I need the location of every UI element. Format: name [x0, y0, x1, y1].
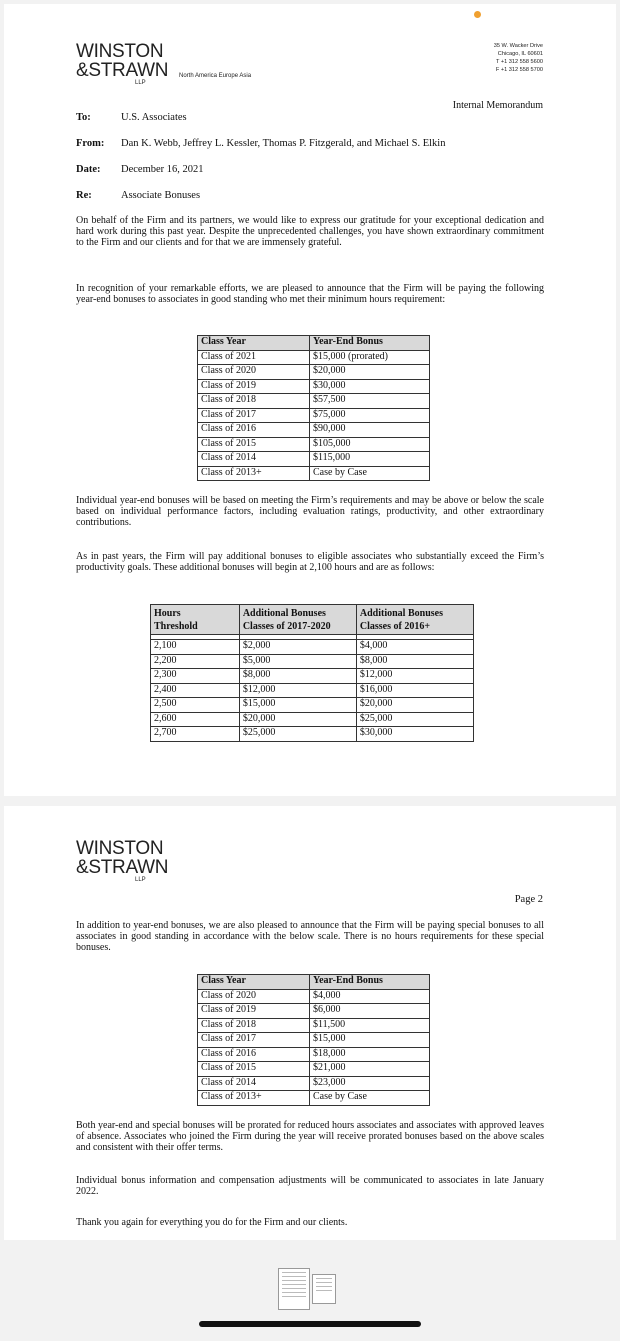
table-cell: $20,000	[310, 365, 430, 380]
table-row	[198, 1047, 430, 1062]
table-cell: Class of 2018	[198, 1018, 310, 1033]
table-row	[198, 365, 430, 380]
table-row	[151, 654, 474, 669]
memo-from: From: Dan K. Webb, Jeffrey L. Kessler, Thomas P. Fitzgerald, and Michael S. Elkin	[76, 138, 446, 149]
firm-address: 35 W. Wacker Drive Chicago, IL 60601 T +1 312 558 5600 F +1 312 558 5700	[493, 43, 543, 73]
hours-bonus-table	[150, 604, 474, 742]
table-row	[198, 1018, 430, 1033]
memo-re: Re: Associate Bonuses	[76, 190, 201, 201]
table-cell: Class of 2016	[198, 423, 310, 438]
table-row	[151, 683, 474, 698]
paragraph-additional-intro: As in past years, the Firm will pay additional bonuses to eligible associates who substantially exceed the Firm’s productivity goals. These additional bonuses will begin at 2,100 hours and are as follows:	[76, 551, 544, 574]
table-cell: 2,500	[151, 698, 240, 713]
paragraph-individual-bonuses: Individual year-end bonuses will be based on meeting the Firm’s requirements and may be above or below the scale based on individual performance factors, including evaluation ratings, productivity, and other extraordinary contributions.	[76, 495, 544, 529]
table-cell: $90,000	[310, 423, 430, 438]
table-cell: $57,500	[310, 394, 430, 409]
paragraph-special-intro: In addition to year-end bonuses, we are also pleased to announce that the Firm will be paying special bonuses to all associates in good standing in accordance with the below scale. There is no hours requirements for these special bonuses.	[76, 920, 544, 954]
table-cell: $105,000	[310, 437, 430, 452]
table-row	[198, 408, 430, 423]
table-row	[151, 640, 474, 655]
table-cell: Class of 2013+	[198, 1091, 310, 1106]
paragraph-year-end-intro: In recognition of your remarkable efforts, we are pleased to announce that the Firm will be paying the following year-end bonuses to associates in good standing who met their minimum hours requirement:	[76, 283, 544, 306]
table-cell: $20,000	[356, 698, 473, 713]
table-cell: 2,700	[151, 727, 240, 742]
table-cell: 2,300	[151, 669, 240, 684]
table-cell: $75,000	[310, 408, 430, 423]
table-row	[151, 712, 474, 727]
table-cell: $15,000 (prorated)	[310, 350, 430, 365]
table-cell: Class of 2014	[198, 1076, 310, 1091]
table-row	[198, 989, 430, 1004]
table-cell: Case by Case	[310, 1091, 430, 1106]
table-cell: $18,000	[310, 1047, 430, 1062]
memo-type: Internal Memorandum	[452, 100, 543, 111]
table-cell: $16,000	[356, 683, 473, 698]
table-row	[198, 423, 430, 438]
paragraph-communication: Individual bonus information and compensation adjustments will be communicated to associates in late January 2022.	[76, 1175, 544, 1198]
table-cell: Class of 2015	[198, 1062, 310, 1077]
table-row	[198, 452, 430, 467]
table-row	[151, 727, 474, 742]
table-cell: $2,000	[239, 640, 356, 655]
paragraph-proration: Both year-end and special bonuses will be prorated for reduced hours associates and associates with approved leaves of absence. Associates who joined the Firm during the year will receive prorated bonuses based on the above scales and consistent with their offer terms.	[76, 1120, 544, 1154]
table-row	[198, 1091, 430, 1106]
notification-dot	[474, 11, 481, 18]
table-row	[151, 669, 474, 684]
table-row	[198, 1062, 430, 1077]
page-1-thumbnail[interactable]	[278, 1268, 310, 1310]
table-cell: $30,000	[356, 727, 473, 742]
table-header-row: Class Year Year-End Bonus	[198, 336, 430, 351]
special-bonus-table	[197, 974, 430, 1106]
table-cell: $23,000	[310, 1076, 430, 1091]
table-cell: $8,000	[356, 654, 473, 669]
table-cell: Class of 2013+	[198, 466, 310, 481]
table-cell: $21,000	[310, 1062, 430, 1077]
table-cell: $15,000	[310, 1033, 430, 1048]
table-cell: Class of 2020	[198, 365, 310, 380]
table-row	[198, 1076, 430, 1091]
table-cell: Class of 2017	[198, 1033, 310, 1048]
table-row	[198, 379, 430, 394]
table-cell: $12,000	[356, 669, 473, 684]
table-cell: $25,000	[239, 727, 356, 742]
table-cell: Class of 2021	[198, 350, 310, 365]
page-2-thumbnail[interactable]	[312, 1274, 336, 1304]
table-cell: $115,000	[310, 452, 430, 467]
document-page-2	[4, 806, 616, 1240]
table-cell: $6,000	[310, 1004, 430, 1019]
table-cell: $15,000	[239, 698, 356, 713]
table-cell: Class of 2018	[198, 394, 310, 409]
page-number: Page 2	[514, 894, 543, 905]
table-cell: Class of 2019	[198, 1004, 310, 1019]
paragraph-thanks: Thank you again for everything you do for the Firm and our clients.	[76, 1217, 348, 1228]
table-cell: $4,000	[310, 989, 430, 1004]
paragraph-gratitude: On behalf of the Firm and its partners, we would like to express our gratitude for your exceptional dedication and hard work during this past year. Despite the unprecedented challenges, you have shown extraordinary commitment to the Firm and our clients and for that we are immensely grateful.	[76, 215, 544, 249]
table-cell: $25,000	[356, 712, 473, 727]
table-cell: $11,500	[310, 1018, 430, 1033]
table-row	[198, 350, 430, 365]
table-row	[198, 1004, 430, 1019]
table-cell: $4,000	[356, 640, 473, 655]
table-cell: $12,000	[239, 683, 356, 698]
table-cell: Class of 2016	[198, 1047, 310, 1062]
firm-logo: WINSTON &STRAWN LLP	[76, 41, 169, 86]
table-row	[198, 437, 430, 452]
home-indicator[interactable]	[199, 1321, 421, 1327]
table-cell: $20,000	[239, 712, 356, 727]
table-header-row: Class Year Year-End Bonus	[198, 975, 430, 990]
table-cell: 2,400	[151, 683, 240, 698]
table-row	[198, 1033, 430, 1048]
table-cell: Class of 2020	[198, 989, 310, 1004]
table-cell: 2,600	[151, 712, 240, 727]
table-cell: Case by Case	[310, 466, 430, 481]
firm-logo: WINSTON &STRAWN LLP	[76, 838, 169, 883]
firm-regions: North America Europe Asia	[179, 73, 252, 79]
table-cell: 2,100	[151, 640, 240, 655]
table-cell: $30,000	[310, 379, 430, 394]
document-page-1	[4, 4, 616, 796]
table-cell: Class of 2014	[198, 452, 310, 467]
table-row	[151, 698, 474, 713]
table-cell: Class of 2015	[198, 437, 310, 452]
table-cell: Class of 2017	[198, 408, 310, 423]
table-cell: $5,000	[239, 654, 356, 669]
table-row	[198, 466, 430, 481]
year-end-bonus-table	[197, 335, 430, 481]
table-header-row: Hours Threshold Additional Bonuses Classes of 2017-2020 Additional Bonuses Classes of 2016+	[151, 605, 474, 635]
memo-to: To: U.S. Associates	[76, 112, 187, 123]
table-row	[198, 394, 430, 409]
table-cell: 2,200	[151, 654, 240, 669]
memo-date: Date: December 16, 2021	[76, 164, 204, 175]
table-cell: $8,000	[239, 669, 356, 684]
table-cell: Class of 2019	[198, 379, 310, 394]
